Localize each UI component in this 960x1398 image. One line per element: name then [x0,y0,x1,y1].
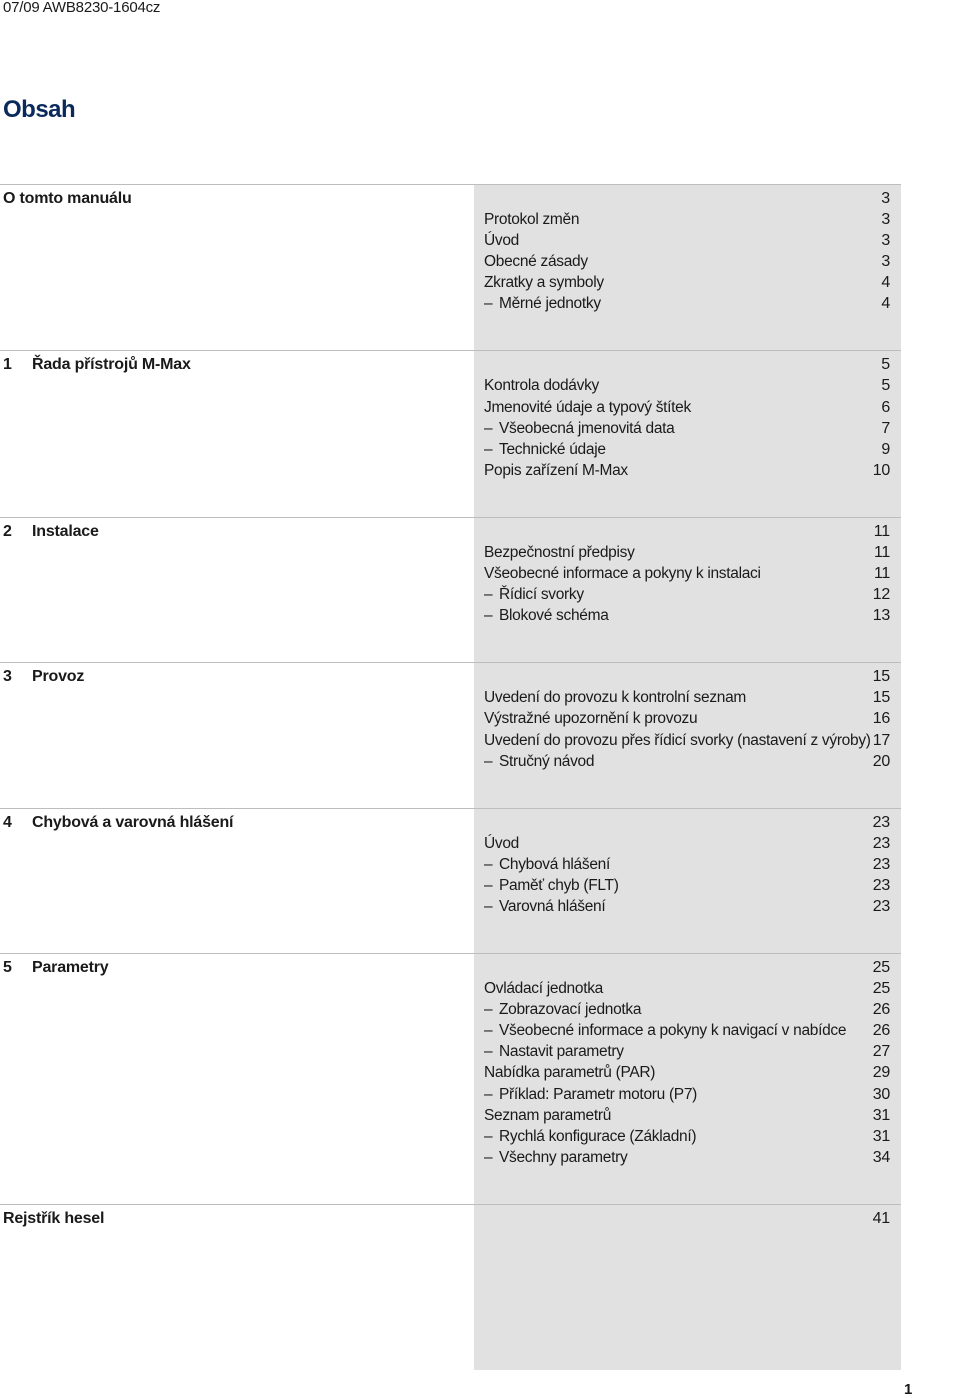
entry-title [484,687,746,708]
toc-section [0,350,901,516]
entry-title [484,1020,846,1041]
toc-subentry[interactable] [0,1084,901,1105]
entry-page-number: 23 [872,834,890,852]
entry-title [484,1084,697,1105]
entry-label: Protokol změn [484,211,580,228]
entry-label: Kontrola dodávky [484,377,599,395]
section-label: Řada přístrojů M-Max [32,356,191,374]
entry-label: Všechny parametry [499,1148,628,1166]
entry-page-number: 26 [872,1022,890,1040]
entry-title [484,1105,611,1126]
toc-section-heading[interactable] [0,957,901,978]
toc-subentry[interactable] [0,418,901,439]
toc-entry[interactable] [0,687,901,708]
entry-page-number: 3 [881,211,890,228]
entry-page-number: 23 [872,855,890,873]
toc-section-heading[interactable] [0,812,901,833]
section-page-number: 5 [881,356,890,374]
section-spacer [0,1168,901,1204]
entry-page-number: 31 [872,1106,890,1124]
entry-label: Varovná hlášení [499,897,606,915]
toc-entry[interactable] [0,1105,901,1126]
entry-page-number: 20 [872,752,890,770]
entry-label: Seznam parametrů [484,1106,612,1124]
entry-title [484,730,871,751]
entry-label: Rychlá konfigurace (Základní) [499,1127,697,1145]
entry-label: Zkratky a symboly [484,274,604,292]
entry-label: Stručný návod [499,752,595,770]
entry-title [484,209,579,230]
entry-label: Řídicí svorky [499,586,584,604]
toc-entry[interactable] [0,730,901,751]
toc-subentry[interactable] [0,875,901,896]
entry-label: Chybová hlášení [499,855,610,873]
entry-page-number: 11 [873,565,890,583]
entry-label: Uvedení do provozu přes řídicí svorky (nastavení z výroby) [484,731,871,749]
entry-page-number: 17 [872,731,890,749]
section-title [3,812,233,833]
toc-subentry[interactable] [0,584,901,605]
entry-title [484,293,601,314]
entry-title [484,1041,624,1062]
entry-label: Paměť chyb (FLT) [499,876,619,894]
entry-label: Měrné jednotky [499,295,601,313]
entry-title [484,896,605,917]
entry-title [484,460,628,481]
dash-bullet-icon: – [484,897,493,915]
dash-bullet-icon: – [484,586,493,604]
entry-page-number: 3 [881,232,890,250]
entry-label: Příklad: Parametr motoru (P7) [499,1085,698,1103]
entry-page-number: 16 [872,710,890,728]
entry-page-number: 30 [872,1085,890,1103]
entry-title [484,833,519,854]
entry-label: Úvod [484,232,519,250]
entry-label: Nabídka parametrů (PAR) [484,1064,656,1082]
section-spacer [0,314,901,350]
section-spacer [0,772,901,808]
toc-subentry[interactable] [0,439,901,460]
toc-entry[interactable] [0,978,901,999]
entry-title [484,1062,655,1083]
entry-label: Všeobecné informace a pokyny k instalaci [484,565,761,583]
toc-subentry[interactable] [0,896,901,917]
entry-page-number: 9 [881,440,890,458]
entry-label: Uvedení do provozu k kontrolní seznam [484,689,747,707]
dash-bullet-icon: – [484,1022,493,1040]
entry-page-number: 15 [872,689,890,707]
toc-entry[interactable] [0,251,901,272]
section-page-number: 25 [872,959,890,977]
section-number: 3 [3,668,12,686]
section-page-number: 41 [872,1209,890,1227]
dash-bullet-icon: – [484,855,493,873]
entry-title [484,251,588,272]
section-page-number: 3 [881,190,890,207]
toc-entry[interactable] [0,230,901,251]
dash-bullet-icon: – [484,607,493,625]
entry-page-number: 10 [872,461,890,479]
entry-title [484,978,603,999]
toc-entry[interactable] [0,833,901,854]
toc-section-heading[interactable] [0,521,901,542]
dash-bullet-icon: – [484,295,493,313]
entry-page-number: 5 [881,377,890,395]
entry-label: Technické údaje [499,440,606,458]
entry-page-number: 31 [872,1127,890,1145]
section-title [3,1208,104,1229]
entry-page-number: 23 [872,897,890,915]
entry-label: Blokové schéma [499,607,609,625]
entry-page-number: 7 [881,419,890,437]
toc-entry[interactable] [0,460,901,481]
section-spacer [0,917,901,953]
toc-subentry[interactable] [0,605,901,626]
entry-page-number: 29 [872,1064,890,1082]
toc-entry[interactable] [0,1062,901,1083]
page-number: 1 [904,1381,913,1398]
dash-bullet-icon: – [484,440,493,458]
entry-label: Výstražné upozornění k provozu [484,710,698,728]
section-number: 5 [3,959,12,977]
entry-title [484,375,599,396]
section-label: Rejstřík hesel [3,1209,105,1227]
toc-entry[interactable] [0,375,901,396]
entry-title [484,439,606,460]
dash-bullet-icon: – [484,1148,493,1166]
toc-subentry[interactable] [0,1020,901,1041]
dash-bullet-icon: – [484,419,493,437]
toc-entry[interactable] [0,272,901,293]
entry-label: Nastavit parametry [499,1043,624,1061]
toc-section [0,184,901,350]
section-title [3,957,108,978]
entry-title [484,751,594,772]
entry-label: Jmenovité údaje a typový štítek [484,398,691,416]
section-label: Instalace [32,522,99,540]
toc-entry[interactable] [0,397,901,418]
section-page-number: 23 [872,813,890,831]
toc-section [0,517,901,662]
entry-title [484,230,519,251]
toc-subentry[interactable] [0,293,901,314]
toc-entry[interactable] [0,563,901,584]
entry-page-number: 4 [881,274,890,292]
entry-title [484,708,697,729]
entry-label: Ovládací jednotka [484,980,603,998]
toc-subentry[interactable] [0,1147,901,1168]
toc-subentry[interactable] [0,1041,901,1062]
dash-bullet-icon: – [484,1085,493,1103]
section-title [3,666,84,687]
entry-title [484,584,584,605]
entry-title [484,272,604,293]
section-number: 1 [3,356,12,374]
section-spacer [0,626,901,662]
entry-page-number: 11 [873,543,890,561]
toc-section [0,662,901,807]
entry-page-number: 23 [872,876,890,894]
entry-page-number: 34 [872,1148,890,1166]
toc-section-heading[interactable] [0,1208,901,1229]
toc-entry[interactable] [0,209,901,230]
entry-page-number: 6 [881,398,890,416]
toc-section [0,1204,901,1229]
entry-title [484,1126,696,1147]
entry-title [484,418,674,439]
section-page-number: 15 [872,668,890,686]
section-title [3,188,132,209]
page-title: Obsah [3,96,76,123]
entry-title [484,854,610,875]
entry-title [484,397,691,418]
entry-page-number: 3 [881,253,890,271]
dash-bullet-icon: – [484,752,493,770]
entry-title [484,999,641,1020]
section-label: Provoz [32,668,85,686]
dash-bullet-icon: – [484,1043,493,1061]
entry-label: Všeobecná jmenovitá data [499,419,675,437]
section-number: 2 [3,522,12,540]
section-title [3,354,191,375]
entry-page-number: 13 [872,607,890,625]
entry-page-number: 4 [881,295,890,313]
toc-section-heading[interactable] [0,666,901,687]
section-title [3,521,99,542]
section-label: Parametry [32,959,109,977]
entry-label: Úvod [484,834,519,852]
document-id: 07/09 AWB8230-1604cz [3,0,161,16]
table-of-contents [0,184,901,1229]
toc-subentry[interactable] [0,751,901,772]
toc-section-heading[interactable] [0,354,901,375]
entry-title [484,563,761,584]
section-spacer [0,481,901,517]
section-page-number: 11 [873,522,890,540]
entry-title [484,605,609,626]
entry-title [484,875,619,896]
toc-section-heading[interactable] [0,188,901,209]
section-label: O tomto manuálu [3,190,132,207]
dash-bullet-icon: – [484,1127,493,1145]
toc-subentry[interactable] [0,854,901,875]
entry-label: Popis zařízení M-Max [484,461,628,479]
entry-page-number: 27 [872,1043,890,1061]
toc-entry[interactable] [0,542,901,563]
section-label: Chybová a varovná hlášení [32,813,234,831]
toc-entry[interactable] [0,708,901,729]
entry-label: Všeobecné informace a pokyny k navigací v nabídce [499,1022,847,1040]
entry-label: Obecné zásady [484,253,588,271]
section-number: 4 [3,813,12,831]
toc-section [0,808,901,953]
entry-label: Bezpečnostní předpisy [484,543,635,561]
dash-bullet-icon: – [484,876,493,894]
entry-title [484,1147,627,1168]
toc-subentry[interactable] [0,1126,901,1147]
entry-title [484,542,635,563]
dash-bullet-icon: – [484,1001,493,1019]
entry-label: Zobrazovací jednotka [499,1001,642,1019]
entry-page-number: 25 [872,980,890,998]
entry-page-number: 26 [872,1001,890,1019]
entry-page-number: 12 [872,586,890,604]
toc-section [0,953,901,1204]
toc-subentry[interactable] [0,999,901,1020]
